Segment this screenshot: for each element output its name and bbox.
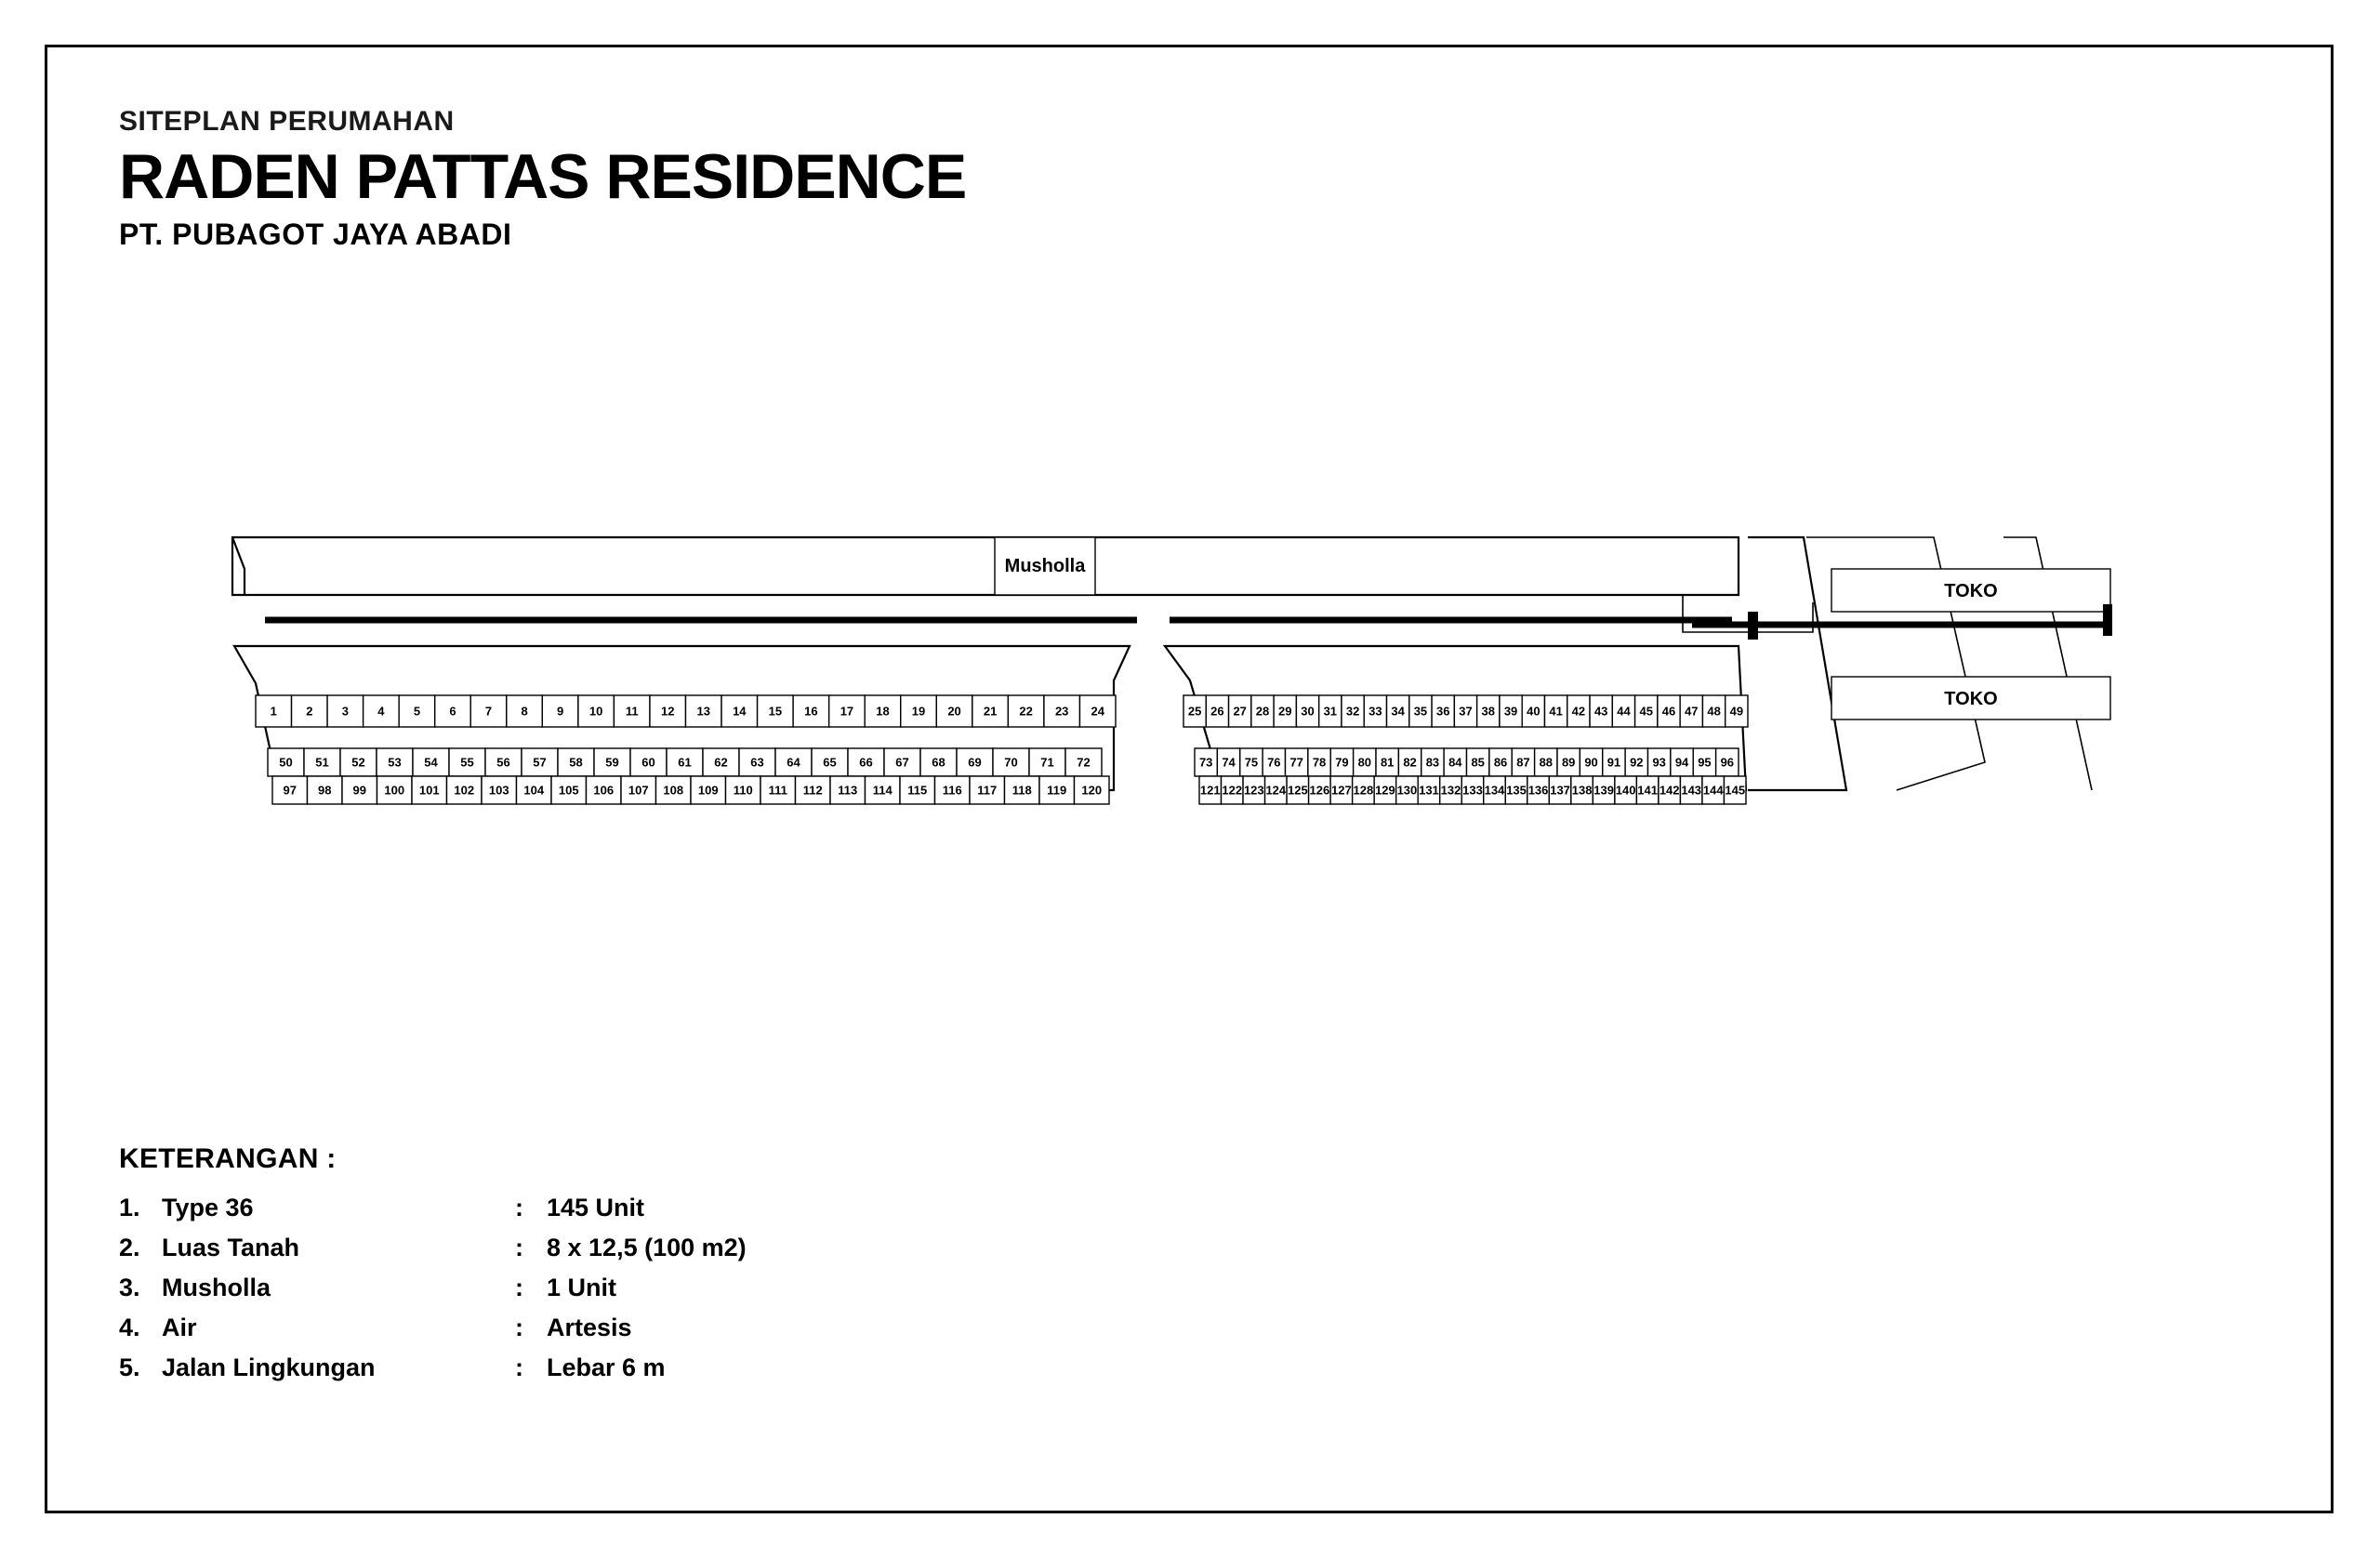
lot-number: 24 <box>1091 704 1104 719</box>
lot-number: 134 <box>1484 783 1505 798</box>
lot-number: 40 <box>1527 704 1540 719</box>
lot-number: 114 <box>872 783 892 798</box>
lot-number: 87 <box>1516 755 1530 770</box>
lot-number: 68 <box>932 755 945 770</box>
lot-number: 38 <box>1481 704 1496 719</box>
lot-number: 110 <box>733 783 753 798</box>
title-block <box>119 104 1421 252</box>
lot-number: 35 <box>1413 704 1428 719</box>
lot-number: 4 <box>377 704 385 719</box>
lot-number: 86 <box>1493 755 1508 770</box>
legend-item <box>119 1195 1142 1221</box>
legend-item-label: Type 36 <box>162 1194 254 1221</box>
lot-number: 29 <box>1278 704 1292 719</box>
lot-number: 115 <box>907 783 928 798</box>
lot-number: 144 <box>1702 783 1724 798</box>
lot-number: 36 <box>1435 704 1450 719</box>
lot-number: 23 <box>1054 704 1069 719</box>
lot-number: 96 <box>1720 755 1735 770</box>
lot-number: 90 <box>1584 755 1598 770</box>
lot-number: 94 <box>1674 755 1689 770</box>
lot-number: 37 <box>1459 704 1473 719</box>
lot-number: 67 <box>895 755 909 770</box>
lot-number: 113 <box>838 783 858 798</box>
lot-row-a-top <box>256 695 1116 727</box>
lot-number: 117 <box>977 783 998 798</box>
lot-number: 82 <box>1403 755 1417 770</box>
lot-number: 140 <box>1615 783 1636 798</box>
lot-number: 69 <box>968 755 982 770</box>
lot-row-b-mid <box>1195 748 1739 776</box>
lot-number: 136 <box>1527 783 1549 798</box>
lot-number: 14 <box>733 704 747 719</box>
lot-number: 19 <box>911 704 926 719</box>
lot-number: 123 <box>1243 783 1264 798</box>
legend-item-label: Air <box>162 1314 197 1341</box>
lot-number: 85 <box>1471 755 1485 770</box>
lot-number: 20 <box>947 704 961 719</box>
lot-number: 131 <box>1419 783 1439 798</box>
lot-number: 108 <box>663 783 684 798</box>
legend-item-value: 1 Unit <box>547 1274 617 1301</box>
lot-number: 64 <box>787 755 800 770</box>
lot-number: 89 <box>1561 755 1576 770</box>
lot-number: 11 <box>625 704 639 719</box>
lot-number: 52 <box>351 755 365 770</box>
toko-label-top: TOKO <box>1944 581 1998 601</box>
site-boundary-top-strip <box>232 537 1739 595</box>
lot-row-a-mid <box>268 748 1102 776</box>
lot-number: 143 <box>1681 783 1702 798</box>
lot-number: 44 <box>1617 704 1631 719</box>
lot-number: 9 <box>556 704 564 719</box>
lot-number: 125 <box>1287 783 1308 798</box>
lot-number: 25 <box>1187 704 1202 719</box>
legend-item-index: 4. <box>119 1314 140 1341</box>
legend-item-value: Lebar 6 m <box>547 1353 666 1381</box>
lot-number: 27 <box>1233 704 1247 719</box>
lot-number: 74 <box>1222 755 1236 770</box>
lot-number: 5 <box>413 704 421 719</box>
legend-item-value: 145 Unit <box>547 1194 645 1221</box>
lot-row-b-top <box>1183 695 1748 727</box>
legend-title: KETERANGAN : <box>119 1143 337 1174</box>
lot-number: 83 <box>1425 755 1440 770</box>
lot-number: 15 <box>768 704 783 719</box>
lot-number: 137 <box>1550 783 1570 798</box>
lot-number: 84 <box>1448 755 1462 770</box>
lot-number: 130 <box>1396 783 1418 798</box>
legend-item-value: Artesis <box>547 1314 632 1341</box>
lot-number: 53 <box>388 755 402 770</box>
lot-number: 1 <box>270 704 277 719</box>
lot-number: 73 <box>1198 755 1213 770</box>
legend-item-label: Luas Tanah <box>162 1234 300 1261</box>
lot-number: 54 <box>424 755 438 770</box>
siteplan-drawing <box>167 483 2306 948</box>
lot-number: 46 <box>1661 704 1676 719</box>
lot-number: 39 <box>1503 704 1518 719</box>
developer-name: PT. PUBAGOT JAYA ABADI <box>119 217 512 251</box>
lot-number: 21 <box>983 704 998 719</box>
lot-number: 47 <box>1685 704 1699 719</box>
lot-number: 103 <box>488 783 509 798</box>
legend-item <box>119 1315 1142 1340</box>
lot-number: 135 <box>1506 783 1527 798</box>
lot-number: 77 <box>1289 755 1303 770</box>
lot-number: 41 <box>1549 704 1563 719</box>
legend-item-index: 2. <box>119 1234 140 1261</box>
legend-item <box>119 1355 1142 1380</box>
lot-number: 50 <box>279 755 293 770</box>
lot-number: 122 <box>1222 783 1243 798</box>
lot-number: 60 <box>641 755 655 770</box>
lot-number: 145 <box>1725 783 1746 798</box>
legend-item-index: 5. <box>119 1353 140 1381</box>
lot-number: 116 <box>942 783 962 798</box>
lot-number: 121 <box>1199 783 1221 798</box>
lot-number: 42 <box>1571 704 1586 719</box>
lot-number: 51 <box>315 755 329 770</box>
lot-number: 65 <box>823 755 837 770</box>
lot-number: 28 <box>1255 704 1270 719</box>
lot-number: 78 <box>1312 755 1327 770</box>
lot-row-b-bot <box>1199 776 1746 804</box>
lot-number: 99 <box>352 783 366 798</box>
lot-number: 61 <box>678 755 692 770</box>
lot-number: 118 <box>1012 783 1032 798</box>
lot-number: 31 <box>1323 704 1338 719</box>
lot-number: 97 <box>283 783 297 798</box>
lot-number: 109 <box>697 783 719 798</box>
lot-number: 141 <box>1637 783 1659 798</box>
legend-item <box>119 1275 1142 1301</box>
lot-number: 101 <box>418 783 440 798</box>
legend-item-index: 3. <box>119 1274 140 1301</box>
legend-item-separator: : <box>515 1314 523 1341</box>
lot-number: 8 <box>521 704 528 719</box>
legend <box>119 1143 1142 1395</box>
lot-row-a-bot <box>272 776 1109 804</box>
lot-number: 34 <box>1391 704 1405 719</box>
lot-number: 93 <box>1652 755 1666 770</box>
lot-number: 132 <box>1440 783 1461 798</box>
lot-number: 111 <box>768 783 787 798</box>
lot-number: 55 <box>460 755 474 770</box>
lot-number: 6 <box>449 704 456 719</box>
lot-number: 126 <box>1309 783 1330 798</box>
lot-number: 49 <box>1729 704 1744 719</box>
legend-item-index: 1. <box>119 1194 140 1221</box>
gate-post-right <box>2103 604 2112 636</box>
lot-number: 30 <box>1301 704 1315 719</box>
lot-number: 88 <box>1539 755 1554 770</box>
lot-number: 124 <box>1265 783 1287 798</box>
lot-number: 79 <box>1335 755 1349 770</box>
lot-number: 107 <box>628 783 649 798</box>
page-title: RADEN PATTAS RESIDENCE <box>119 140 967 212</box>
legend-item-value: 8 x 12,5 (100 m2) <box>547 1234 747 1261</box>
lot-number: 133 <box>1462 783 1483 798</box>
lot-number: 3 <box>341 704 349 719</box>
lot-number: 102 <box>454 783 475 798</box>
legend-item <box>119 1235 1142 1261</box>
lot-number: 70 <box>1004 755 1018 770</box>
legend-item-label: Musholla <box>162 1274 271 1301</box>
musholla-label: Musholla <box>1004 556 1086 576</box>
lot-number: 32 <box>1345 704 1360 719</box>
lot-number: 26 <box>1210 704 1224 719</box>
lot-number: 43 <box>1593 704 1608 719</box>
lot-number: 13 <box>696 704 711 719</box>
lot-number: 12 <box>660 704 675 719</box>
lot-number: 62 <box>714 755 728 770</box>
lot-number: 105 <box>558 783 579 798</box>
lot-number: 120 <box>1081 783 1103 798</box>
lot-number: 112 <box>802 783 823 798</box>
lot-number: 95 <box>1698 755 1712 770</box>
lot-number: 10 <box>588 704 603 719</box>
lot-number: 72 <box>1077 755 1091 770</box>
lot-number: 2 <box>306 704 313 719</box>
lot-number: 48 <box>1707 704 1721 719</box>
site-boundary-left-notch <box>232 537 245 595</box>
lot-number: 119 <box>1047 783 1067 798</box>
lot-number: 17 <box>840 704 854 719</box>
lot-number: 81 <box>1380 755 1395 770</box>
lot-number: 91 <box>1606 755 1621 770</box>
lot-number: 66 <box>859 755 873 770</box>
lot-number: 56 <box>496 755 510 770</box>
lot-number: 58 <box>569 755 583 770</box>
lot-number: 18 <box>876 704 890 719</box>
lot-number: 57 <box>533 755 547 770</box>
toko-label-bottom: TOKO <box>1944 689 1998 709</box>
lot-number: 138 <box>1571 783 1593 798</box>
lot-number: 129 <box>1375 783 1395 798</box>
legend-rows <box>119 1195 1142 1380</box>
lot-number: 76 <box>1267 755 1281 770</box>
title-subtitle: SITEPLAN PERUMAHAN <box>119 106 455 137</box>
legend-item-separator: : <box>515 1274 523 1301</box>
lot-number: 71 <box>1040 755 1054 770</box>
lot-number: 104 <box>523 783 545 798</box>
lot-number: 128 <box>1353 783 1374 798</box>
lot-number: 127 <box>1331 783 1352 798</box>
lot-number: 139 <box>1593 783 1614 798</box>
lot-number: 106 <box>593 783 615 798</box>
lot-number: 100 <box>384 783 405 798</box>
legend-item-label: Jalan Lingkungan <box>162 1353 376 1381</box>
lot-number: 16 <box>804 704 818 719</box>
lot-number: 98 <box>318 783 332 798</box>
lot-number: 75 <box>1244 755 1259 770</box>
legend-item-separator: : <box>515 1234 523 1261</box>
lot-number: 63 <box>750 755 764 770</box>
lot-number: 59 <box>605 755 619 770</box>
lot-number: 92 <box>1630 755 1644 770</box>
lot-number: 142 <box>1659 783 1680 798</box>
lot-number: 33 <box>1368 704 1382 719</box>
lot-number: 80 <box>1357 755 1372 770</box>
lot-number: 22 <box>1019 704 1033 719</box>
legend-item-separator: : <box>515 1194 523 1221</box>
lot-number: 7 <box>484 704 493 719</box>
legend-item-separator: : <box>515 1353 523 1381</box>
lot-number: 45 <box>1639 704 1653 719</box>
